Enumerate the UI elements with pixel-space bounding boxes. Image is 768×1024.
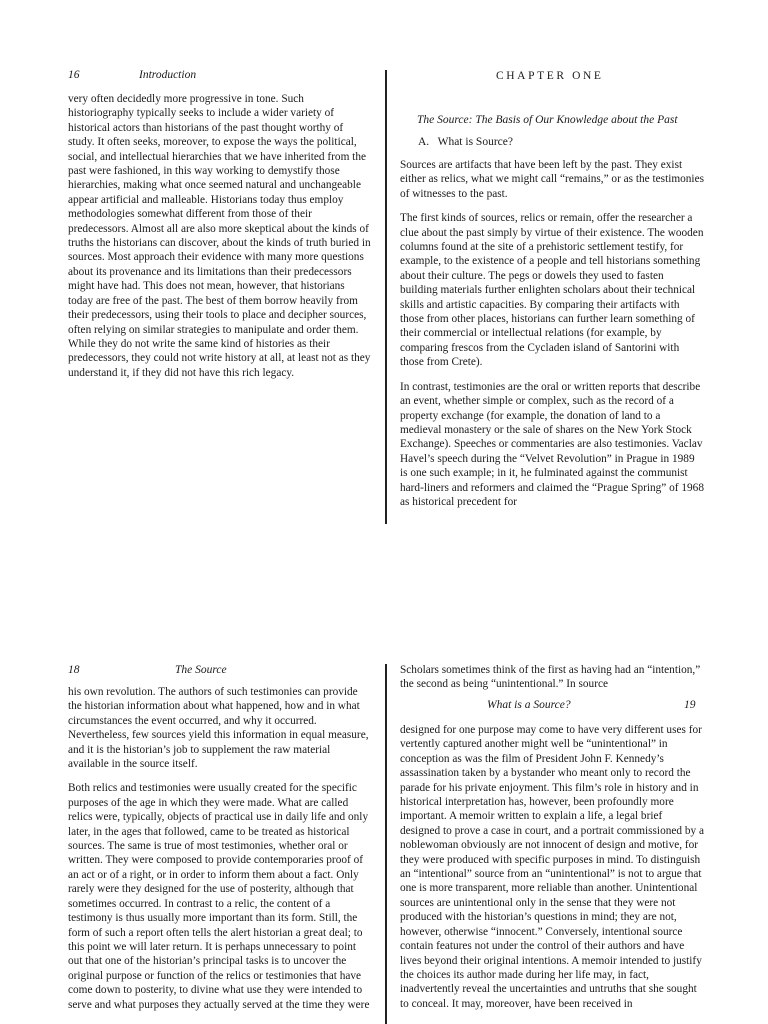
- body-text: [400, 158, 704, 518]
- paragraph: designed for one purpose may come to have very different uses for vertently captured another might well be “unintentional” in conception as was the film of President John F. Kennedy’s assassination taken by a bystander who meant only to record the parade for his private enjoyment. This film’s role in history and in historical interpretation has, however, been profoundly more important. A memoir written to explain a life, a legal brief designed to prove a case in court, and a portrait commissioned by a noblewoman obviously are not innocent of design and motive, for they were produced with specific purposes in mind. To distinguish an “intentional” source from an “unintentional” is not to argue that one is more transparent, more reliable than another. Unintentional sources are unintentional only in the sense that they were not produced with the historian’s questions in mind; they are not, however, otherwise “innocent.” Conversely, intentional source contain features not under the control of their authors and have lives beyond their original intentions. A memoir intended to justify the choices its author made during her life may, in fact, inadvertently reveal the uncertainties and untruths that she sought to conceal. It may, moreover, have been received in: [400, 724, 704, 1010]
- page-18: [0, 640, 385, 1024]
- paragraph: The first kinds of sources, relics or remain, offer the researcher a clue about the past simply by virtue of their existence. The wooden columns found at the site of a prehistoric settlement testify, for example, to the existence of a people and tell historians something about their culture. The pegs or dowels they used to fasten building materials further enlighten scholars about their technical skills and artistic capacities. By comparing their artifacts with those from other places, historians can further learn something of their commercial or intellectual relations (for example, by comparing frescos from the Cycladen island of Santorini with those from Crete).: [400, 212, 704, 369]
- page-19: [386, 640, 768, 1024]
- page-number: 16: [68, 69, 80, 81]
- body-text: [400, 723, 704, 1020]
- page-number: 18: [68, 664, 80, 676]
- running-head: What is a Source?: [487, 699, 571, 711]
- running-head: The Source: [175, 664, 227, 676]
- body-text: [68, 92, 372, 389]
- paragraph: In contrast, testimonies are the oral or written reports that describe an event, whether simple or complex, such as the record of a property exchange (for example, the donation of land to a medieval monastery or the sale of shares on the New York Stock Exchange). Speeches or commentaries are also testimonies. Vaclav Havel’s speech during the “Velvet Revolution” in Prague in 1989 is one such example; in it, he fulminated against the communist hard-liners and reformers and claimed the “Prague Spring” of 1968 as historical precedent for: [400, 380, 704, 508]
- chapter-subtitle: The Source: The Basis of Our Knowledge about the Past: [417, 114, 678, 126]
- paragraph: Sources are artifacts that have been left by the past. They exist either as relics, what we might call “remains,” or as the testimonies of witnesses to the past.: [400, 159, 704, 200]
- paragraph: Both relics and testimonies were usually created for the specific purposes of the age in which they were made. What are called relics were, typically, objects of practical use in daily life and only later, in the ages that followed, came to be treated as historical sources. The same is true of most testimonies, whether oral or written. They were composed to provide contemporaries proof of an act or of a right, or in order to inform them about a fact. Only rarely were they designed for the use of posterity, although that sometimes occurred. In contrast to a relic, the content of a testimony is thus usually more important than its form. Still, the form of such a report often tells the alert historian a great deal; to this point we will later return. It is perhaps unnecessary to point out that one of the historian’s principal tasks is to uncover the original purpose or function of the relics or testimonies that have come down to posterity, to divine what use they were intended to serve and what purposes they actually served at the time they were: [68, 782, 370, 1011]
- chapter-one-page: [386, 0, 768, 560]
- chapter-heading: CHAPTER ONE: [496, 70, 604, 82]
- body-text: [68, 685, 372, 1021]
- paragraph: his own revolution. The authors of such testimonies can provide the historian information about what happened, how and in what circumstances the event occurred, and why it occurred. Nevertheless, few sources yield this information in equal measure, and it is the historian’s job to supplement the raw material available in the source itself.: [68, 686, 369, 771]
- page-number: 19: [684, 699, 696, 711]
- paragraph: Scholars sometimes think of the first as having had an “intention,” the second as being “unintentional.” In source: [400, 664, 701, 691]
- lead-text: [400, 663, 704, 701]
- page-16: [0, 0, 385, 560]
- section-heading: A. What is Source?: [418, 136, 513, 148]
- running-head: Introduction: [139, 69, 197, 81]
- paragraph: very often decidedly more progressive in tone. Such historiography typically seeks to include a wider variety of historical actors than historians of the past thought worthy of study. It often seeks, moreover, to expose the ways the political, social, and intellectual hierarchies that we have inherited from the past were fashioned, in this way working to demystify those hierarchies, making what once seemed natural and unchangeable appear artificial and malleable. Historians today thus employ methodologies somewhat different from those of their predecessors. Almost all are also more skeptical about the kinds of truths the historians can discover, about the kinds of truth buried in sources. Most approach their evidence with many more questions about its provenance and its limitations than their predecessors might have had. This does not mean, however, that historians today are free of the past. The best of them borrow heavily from their predecessors, using their tools to place and decipher sources, often relying on similar strategies to manipulate and order them. While they do not write the same kind of histories as their predecessors, they could not write history at all, at least not as they understand it, if they did not have this rich legacy.: [68, 93, 371, 379]
